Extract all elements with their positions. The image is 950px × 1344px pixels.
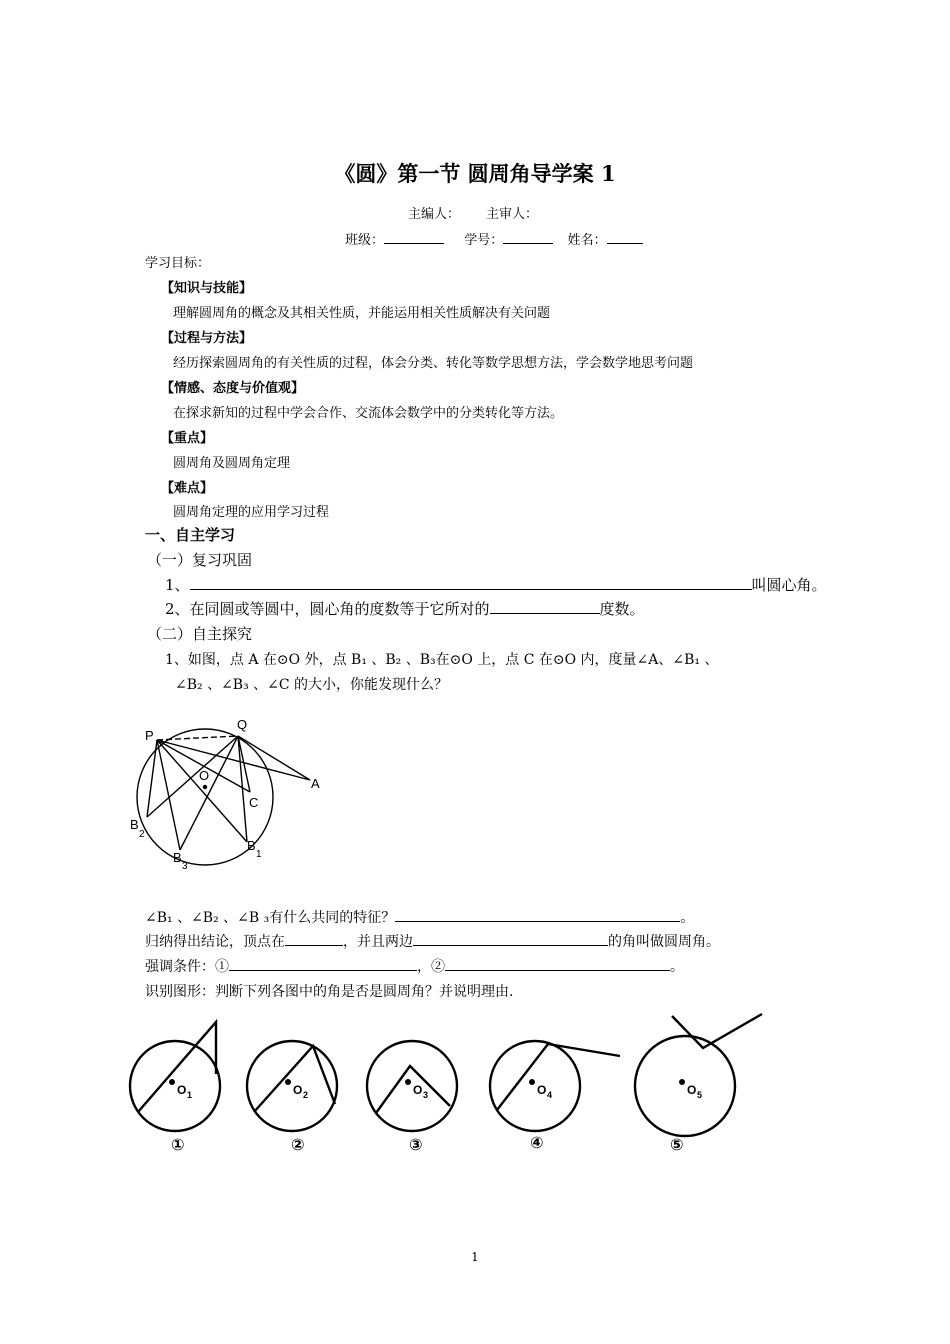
objective-text-key: 圆周角及圆周角定理 <box>173 456 291 471</box>
number-blank[interactable] <box>503 231 553 244</box>
identify-figures <box>120 1008 790 1158</box>
center-label-3: O <box>413 1083 423 1097</box>
class-label: 班级： <box>345 233 385 248</box>
common-feature-blank[interactable] <box>395 909 680 922</box>
center-dot-1 <box>169 1079 175 1085</box>
label-a: A <box>311 776 320 791</box>
inscribed-angle-figure <box>125 712 335 872</box>
review-question-1: 1、 叫圆心角。 <box>165 576 827 594</box>
label-b3: B <box>173 850 182 865</box>
label-b1-sub: 1 <box>256 849 262 860</box>
circle-3 <box>367 1041 457 1131</box>
angle-4 <box>497 1044 620 1110</box>
svg-text:3: 3 <box>423 1090 429 1100</box>
line-pb1 <box>157 740 247 842</box>
center-dot-4 <box>529 1079 535 1085</box>
figure-number-5: ⑤ <box>670 1137 684 1154</box>
circle-4 <box>490 1041 580 1131</box>
label-b2-sub: 2 <box>139 829 145 840</box>
svg-text:1: 1 <box>187 1090 193 1100</box>
emphasize-line: 强调条件：① ，② 。 <box>145 959 684 975</box>
explore-question-line2: ∠B₂ 、∠B₃ 、∠C 的大小，你能发现什么？ <box>175 677 449 693</box>
angle-5 <box>672 1014 762 1048</box>
label-b1: B <box>247 838 256 853</box>
label-b3-sub: 3 <box>182 861 188 872</box>
condition-2-blank[interactable] <box>445 958 670 971</box>
svg-text:4: 4 <box>547 1090 553 1100</box>
vertex-blank[interactable] <box>285 933 343 946</box>
conclusion-line: 归纳得出结论，顶点在 ，并且两边 的角叫做圆周角。 <box>145 934 720 950</box>
student-info-line <box>345 229 643 248</box>
reviewer-label: 主审人： <box>486 207 539 222</box>
line-qa <box>238 736 310 780</box>
label-q: Q <box>237 717 248 732</box>
line-pb2 <box>147 740 157 817</box>
figure-number-4: ④ <box>530 1135 544 1152</box>
identify-question: 识别图形：判断下列各图中的角是否是圆周角？并说明理由. <box>145 984 514 1000</box>
objective-text-difficulty: 圆周角定理的应用学习过程 <box>173 505 330 520</box>
center-dot-2 <box>285 1079 291 1085</box>
center-dot-5 <box>679 1079 685 1085</box>
review-q2-blank[interactable] <box>490 601 600 614</box>
label-c: C <box>249 795 259 810</box>
objective-label-knowledge: 【知识与技能】 <box>161 281 253 296</box>
name-label: 姓名： <box>567 233 607 248</box>
editors-line <box>408 203 564 222</box>
review-q1-blank[interactable] <box>190 577 752 590</box>
class-blank[interactable] <box>384 231 444 244</box>
label-b2: B <box>130 817 139 832</box>
explore-heading: （二）自主探究 <box>147 625 253 643</box>
explore-question-line1: 1、如图，点 A 在⊙O 外，点 B₁ 、B₂ 、B₃在⊙O 上，点 C 在⊙O 内，度量∠A、∠B₁ 、 <box>165 652 719 668</box>
label-o: O <box>199 768 210 783</box>
common-feature-question: ∠B₁ 、∠B₂ 、∠B ₃有什么共同的特征？ 。 <box>145 910 695 926</box>
center-label-5: O <box>687 1083 697 1097</box>
line-pb3 <box>157 740 180 850</box>
figure-number-3: ③ <box>409 1137 423 1154</box>
objective-text-attitude: 在探求新知的过程中学会合作、交流体会数学中的分类转化等方法。 <box>173 406 564 421</box>
circle-2 <box>247 1041 337 1131</box>
center-label-4: O <box>537 1083 547 1097</box>
objective-label-key: 【重点】 <box>161 431 214 446</box>
chord-pq <box>157 736 238 740</box>
center-label-1: O <box>177 1083 187 1097</box>
circle-1 <box>130 1041 220 1131</box>
objectives-heading: 学习目标： <box>145 256 211 271</box>
angle-1 <box>138 1022 216 1112</box>
page-number: 1 <box>471 1250 479 1264</box>
objective-label-process: 【过程与方法】 <box>161 331 253 346</box>
chief-editor-label: 主编人： <box>408 207 461 222</box>
label-p: P <box>145 728 154 743</box>
center-label-2: O <box>293 1083 303 1097</box>
figure-number-2: ② <box>291 1137 305 1154</box>
objective-text-knowledge: 理解圆周角的概念及其相关性质，并能运用相关性质解决有关问题 <box>173 306 551 321</box>
name-blank[interactable] <box>607 231 643 244</box>
section-heading: 一、自主学习 <box>145 526 236 544</box>
svg-text:5: 5 <box>697 1090 703 1100</box>
review-heading: （一）复习巩固 <box>147 551 253 569</box>
objective-label-attitude: 【情感、态度与价值观】 <box>161 381 305 396</box>
page-title: 《圆》第一节 圆周角导学案 1 <box>334 161 616 186</box>
line-qb2 <box>147 736 238 817</box>
objective-text-process: 经历探索圆周角的有关性质的过程，体会分类、转化等数学思想方法，学会数学地思考问题 <box>173 356 694 371</box>
review-question-2: 2、在同圆或等圆中，圆心角的度数等于它所对的 度数。 <box>165 600 645 618</box>
sides-blank[interactable] <box>413 933 608 946</box>
center-dot <box>203 785 207 789</box>
condition-1-blank[interactable] <box>229 958 417 971</box>
objective-label-difficulty: 【难点】 <box>161 481 214 496</box>
number-label: 学号： <box>464 233 504 248</box>
center-dot-3 <box>405 1079 411 1085</box>
angle-2 <box>254 1046 335 1112</box>
svg-text:2: 2 <box>303 1090 309 1100</box>
figure-number-1: ① <box>171 1137 185 1154</box>
circle-5 <box>635 1036 735 1136</box>
